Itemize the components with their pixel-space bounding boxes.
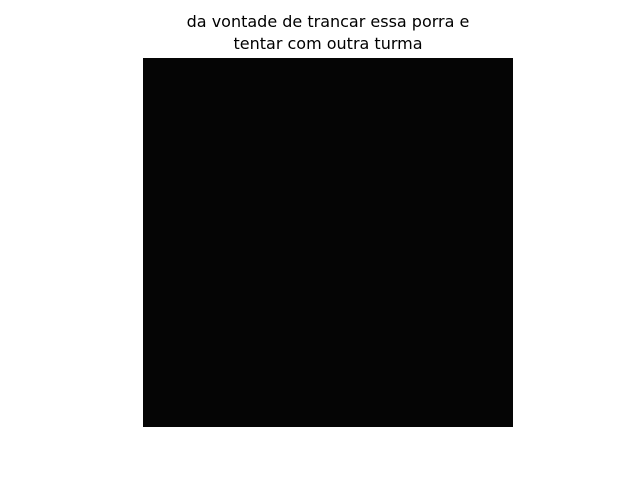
title-line-1: da vontade de trancar essa porra e — [186, 12, 470, 31]
corner-light — [478, 58, 513, 70]
portrait-drawing — [143, 58, 513, 427]
portrait-image — [143, 58, 513, 427]
cheek-highlight — [313, 218, 423, 308]
title-line-2: tentar com outra turma — [233, 34, 423, 53]
ear — [434, 184, 462, 232]
figure-title — [0, 11, 640, 55]
eye-left-shadow — [292, 183, 344, 203]
eye-right-shadow — [235, 220, 271, 236]
